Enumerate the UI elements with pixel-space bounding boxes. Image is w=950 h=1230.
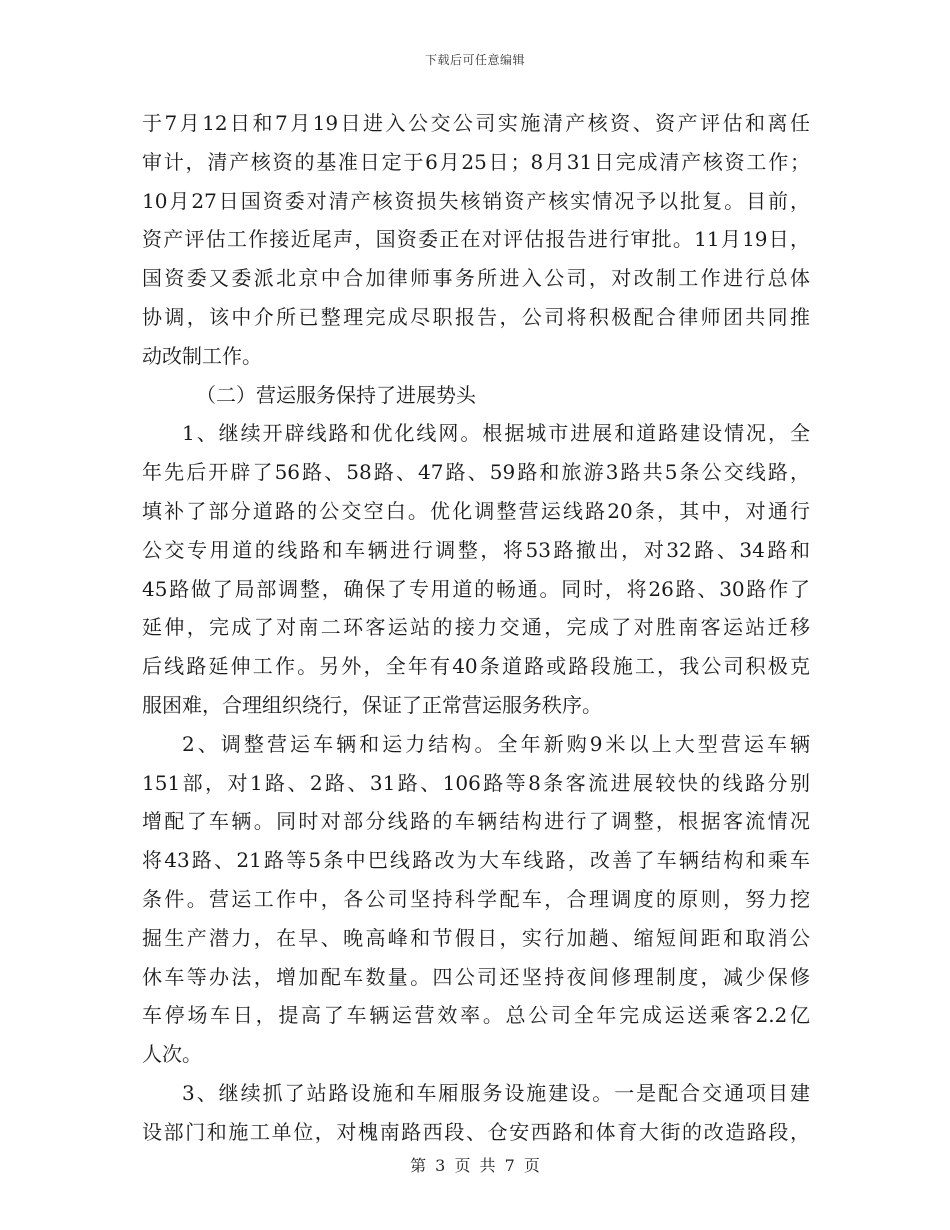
- document-body: [142, 104, 810, 1152]
- body-text-line: 审计，清产核资的基准日定于6月25日；8月31日完成清产核资工作；: [142, 149, 810, 174]
- body-text-line: 国资委又委派北京中合加律师事务所进入公司，对改制工作进行总体: [142, 266, 810, 291]
- page-header: 下载后可任意编辑: [424, 53, 525, 67]
- body-text-line: 增配了车辆。同时对部分线路的车辆结构进行了调整，根据客流情况: [142, 809, 810, 834]
- body-text-line: 1、继续开辟线路和优化线网。根据城市进展和道路建设情况，全: [182, 421, 810, 446]
- body-text-line: 于7月12日和7月19日进入公交公司实施清产核资、资产评估和离任: [142, 111, 810, 135]
- page-footer: 第 3 页 共 7 页: [410, 1156, 540, 1175]
- body-text-line: 延伸，完成了对南二环客运站的接力交通，完成了对胜南客运站迁移: [142, 615, 810, 640]
- body-text-line: 年先后开辟了56路、58路、47路、59路和旅游3路共5条公交线路，: [142, 460, 810, 485]
- body-text-line: 45路做了局部调整，确保了专用道的畅通。同时，将26路、30路作了: [142, 576, 810, 601]
- body-text-line: 服困难，合理组织绕行，保证了正常营运服务秩序。: [142, 692, 602, 717]
- body-text-line: 151部，对1路、2路、31路、106路等8条客流进展较快的线路分别: [142, 770, 810, 795]
- body-text-line: 公交专用道的线路和车辆进行调整，将53路撤出，对32路、34路和: [142, 537, 810, 562]
- body-text-line: 协调，该中介所已整理完成尽职报告，公司将积极配合律师团共同推: [142, 304, 810, 329]
- body-text-line: 3、继续抓了站路设施和车厢服务设施建设。一是配合交通项目建: [182, 1080, 810, 1105]
- body-text-line: 2、调整营运车辆和运力结构。全年新购9米以上大型营运车辆: [182, 731, 810, 756]
- body-text-line: 10月27日国资委对清产核资损失核销资产核实情况予以批复。目前，: [142, 188, 810, 213]
- body-text-line: 条件。营运工作中，各公司坚持科学配车，合理调度的原则，努力挖: [142, 886, 810, 911]
- body-text-line: 资产评估工作接近尾声，国资委正在对评估报告进行审批。11月19日，: [142, 227, 810, 252]
- body-text-line: 将43路、21路等5条中巴线路改为大车线路，改善了车辆结构和乘车: [142, 848, 810, 873]
- body-text-line: 掘生产潜力，在早、晚高峰和节假日，实行加趟、缩短间距和取消公: [142, 925, 810, 950]
- body-text-line: 动改制工作。: [142, 343, 262, 368]
- body-text-line: 人次。: [142, 1042, 202, 1067]
- body-text-line: 设部门和施工单位，对槐南路西段、仓安西路和体育大街的改造路段，: [142, 1119, 810, 1144]
- body-text-line: 填补了部分道路的公交空白。优化调整营运线路20条，其中，对通行: [142, 498, 810, 523]
- body-text-line: 车停场车日，提高了车辆运营效率。总公司全年完成运送乘客2.2亿: [142, 1003, 810, 1028]
- section-heading: （二）营运服务保持了进展势头: [196, 382, 476, 407]
- body-text-line: 休车等办法，增加配车数量。四公司还坚持夜间修理制度，减少保修: [142, 964, 810, 989]
- body-text-line: 后线路延伸工作。另外，全年有40条道路或路段施工，我公司积极克: [142, 654, 810, 679]
